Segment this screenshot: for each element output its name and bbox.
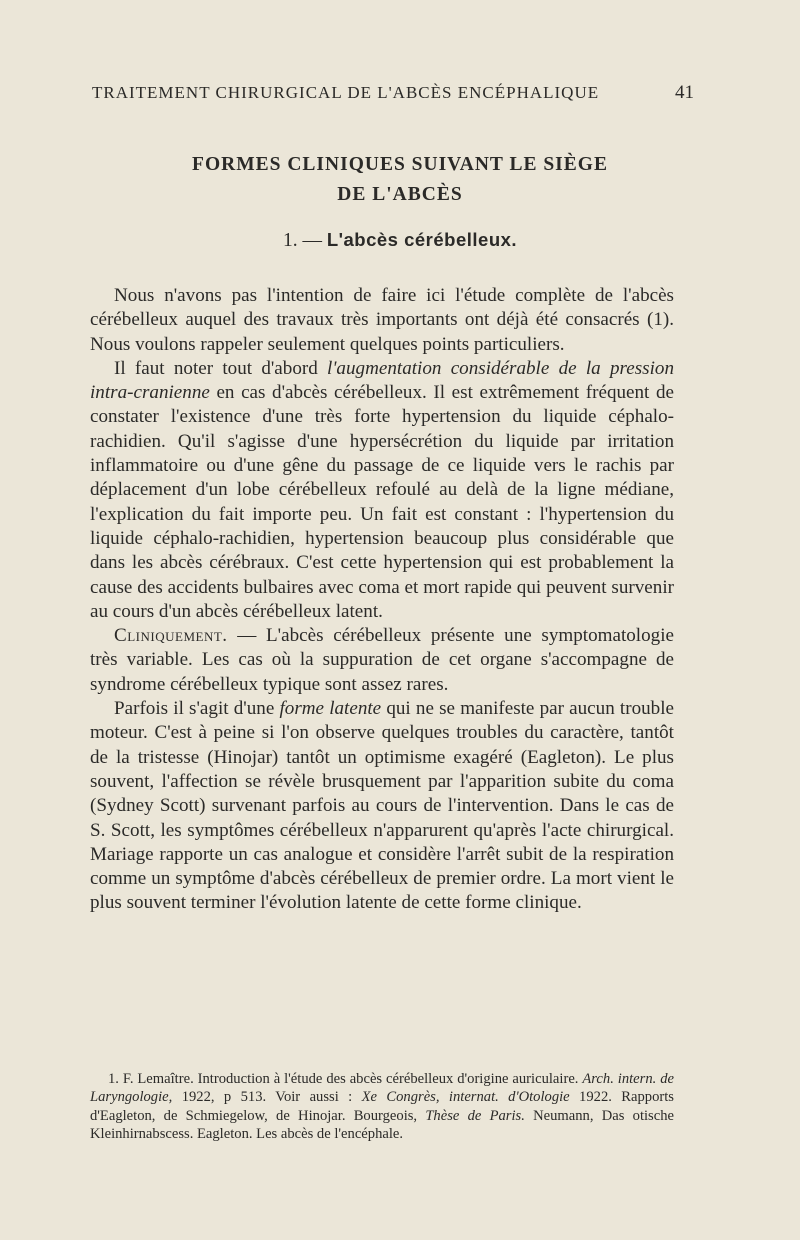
running-title: TRAITEMENT CHIRURGICAL DE L'ABCÈS ENCÉPHALIQUE [92,83,600,102]
paragraph-4 [90,697,674,916]
section-number: 1. — [282,230,322,251]
chapter-title [80,150,720,210]
paragraph-2 [90,357,674,624]
paragraph-3-lead: Cliniquement. [114,625,228,647]
paragraph-4-rest: qui ne se manifeste par aucun trouble moteur. C'est à peine si l'on observe quelques troubles du caractère, tantôt de la tristesse (Hinojar) tantôt un optimisme exagéré (Eagleton). Le plus souvent, l'affection se révèle brusquement par l'apparition subite du coma (Sydney Scott) survenant parfois au cours de l'intervention. Dans le cas de S. Scott, les symptômes cérébelleux n'apparurent qu'après l'acte chirurgical. Mariage rapporte un cas analogue et considère l'arrêt subit de la respiration comme un symptôme d'abcès cérébelleux de premier ordre. La mort vient le plus souvent terminer l'évolution latente de cette forme clinique. [90,698,674,914]
section-title: L'abcès cérébelleux. [326,229,518,250]
section-heading [80,229,720,252]
paragraph-2-emphasis: l'augmentation considérable de la pression intra-cranienne [90,357,674,404]
footnote-text-c: 1922. Rapports d'Eagleton, de Schmiegelow, de Hinojar. Bourgeois, [90,1089,674,1124]
footnote-text-d: Neumann, Das otische Kleinhirnabscess. Eagleton. Les abcès de l'encéphale. [90,1107,674,1143]
page-number: 41 [675,82,694,103]
chapter-title-line-2: DE L'ABCÈS [337,184,463,205]
paragraph-4-start: Parfois il s'agit d'une [114,698,280,720]
paragraph-3-rest: — L'abcès cérébelleux présente une symptomatologie très variable. Les cas où la suppuration de cet organe s'accompagne de syndrome cérébelleux typique sont assez rares. [90,625,674,695]
footnotes [90,1070,674,1144]
footnote-thesis: Thèse de Paris. [425,1107,525,1124]
footnote-1 [90,1070,674,1144]
body-text [90,284,674,916]
paragraph-3 [90,624,674,697]
paragraph-1: Nous n'avons pas l'intention de faire ici l'étude complète de l'abcès cérébelleux auquel des travaux très importants ont déjà été consacrés (1). Nous voulons rappeler seulement quelques points particuliers. [90,285,674,355]
chapter-title-line-1: FORMES CLINIQUES SUIVANT LE SIÈGE [192,154,608,175]
paragraph-4-emphasis: forme latente [279,698,382,720]
running-head [92,82,694,104]
paragraph-2-start: Il faut noter tout d'abord [114,357,328,379]
footnote-text-a: 1. F. Lemaître. Introduction à l'étude des abcès cérébelleux d'origine auriculaire. [108,1071,583,1087]
paragraph-2-rest: en cas d'abcès cérébelleux. Il est extrêmement fréquent de constater l'existence d'une très forte hypertension du liquide céphalo-rachidien. Qu'il s'agisse d'une hypersécrétion du liquide par irritation inflammatoire ou d'une gêne du passage de ce liquide vers le rachis par déplacement d'un lobe cérébelleux refoulé au delà de la ligne médiane, l'explication du fait importe peu. Un fait est constant : l'hypertension du liquide céphalo-rachidien, hypertension beaucoup plus considérable que dans les abcès cérébraux. C'est cette hypertension qui est probablement la cause des accidents bulbaires avec coma et mort rapide qui peuvent survenir au cours d'un abcès cérébelleux latent. [90,382,674,622]
footnote-text-b: 1922, p 513. Voir aussi : [172,1089,362,1106]
footnote-journal: Arch. intern. de Laryngologie, [90,1071,674,1106]
footnote-congress: Xe Congrès, internat. d'Otologie [361,1089,570,1106]
